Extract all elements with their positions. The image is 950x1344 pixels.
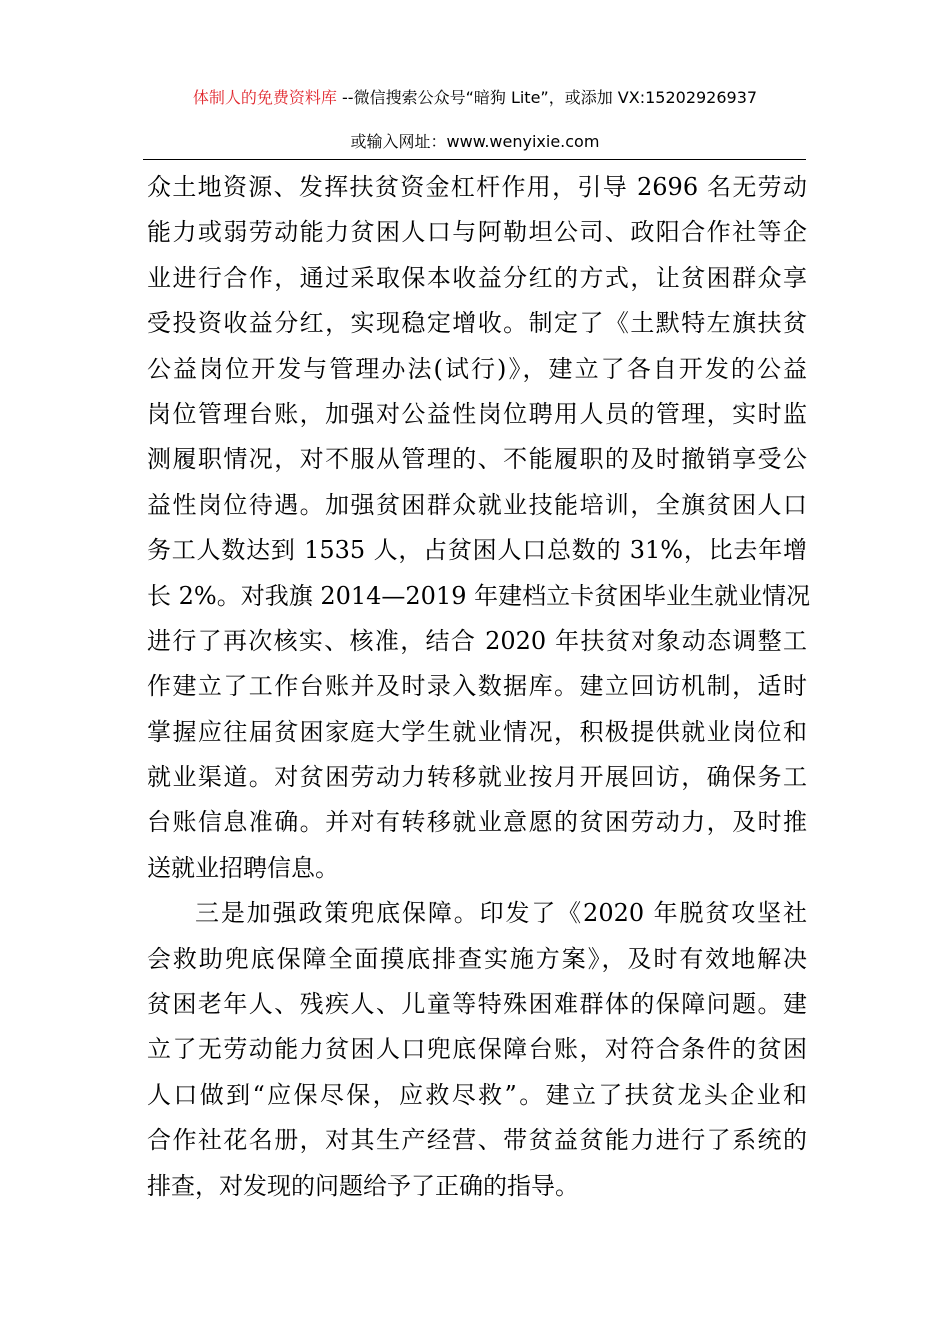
text-line: 掌握应往届贫困家庭大学生就业情况，积极提供就业岗位和 [147, 717, 807, 746]
header-banner [0, 84, 950, 112]
header-brand-text: 体制人的免费资料库 [192, 88, 337, 107]
text-line: 受投资收益分红，实现稳定增收。制定了《土默特左旗扶贫 [147, 309, 807, 338]
text-line: 务工人数达到 1535 人，占贫困人口总数的 31%，比去年增 [147, 536, 807, 565]
text-line: 作建立了工作台账并及时录入数据库。建立回访机制，适时 [147, 672, 807, 701]
text-line: 公益岗位开发与管理办法(试行)》，建立了各自开发的公益 [147, 354, 807, 383]
text-line: 业进行合作，通过采取保本收益分红的方式，让贫困群众享 [147, 263, 807, 292]
text-line: 贫困老年人、残疾人、儿童等特殊困难群体的保障问题。建 [147, 990, 807, 1019]
text-line: 众土地资源、发挥扶贫资金杠杆作用，引导 2696 名无劳动 [147, 173, 807, 201]
text-line: 岗位管理台账，加强对公益性岗位聘用人员的管理，实时监 [147, 399, 807, 428]
text-line: 进行了再次核实、核准，结合 2020 年扶贫对象动态调整工 [147, 626, 807, 655]
text-line: 会救助兜底保障全面摸底排查实施方案》，及时有效地解决 [147, 944, 807, 973]
text-line: 三是加强政策兜底保障。印发了《2020 年脱贫攻坚社 [195, 899, 807, 928]
text-line: 就业渠道。对贫困劳动力转移就业按月开展回访，确保务工 [147, 763, 807, 792]
text-line: 长 2%。对我旗 2014—2019 年建档立卡贫困毕业生就业情况 [147, 581, 811, 610]
text-line: 合作社花名册，对其生产经营、带贫益贫能力进行了系统的 [147, 1126, 807, 1155]
paragraph [147, 891, 807, 1209]
document-body [147, 165, 811, 1209]
text-line: 立了无劳动能力贫困人口兜底保障台账，对符合条件的贫困 [147, 1035, 807, 1064]
text-line: 排查，对发现的问题给予了正确的指导。 [147, 1171, 579, 1200]
paragraph [147, 165, 811, 891]
header-divider [143, 159, 806, 160]
text-line: 测履职情况，对不服从管理的、不能履职的及时撤销享受公 [147, 445, 807, 474]
text-line: 台账信息准确。并对有转移就业意愿的贫困劳动力，及时推 [147, 808, 807, 837]
header-url-line: 或输入网址：www.wenyixie.com [350, 132, 600, 151]
text-line: 送就业招聘信息。 [147, 853, 339, 882]
text-line: 能力或弱劳动能力贫困人口与阿勒坦公司、政阳合作社等企 [147, 218, 807, 247]
text-line: 人口做到“应保尽保，应救尽救”。建立了扶贫龙头企业和 [147, 1080, 807, 1109]
text-line: 益性岗位待遇。加强贫困群众就业技能培训，全旗贫困人口 [147, 490, 807, 519]
header-promo-text: --微信搜索公众号“暗狗 Lite”，或添加 VX:15202926937 [336, 88, 758, 107]
